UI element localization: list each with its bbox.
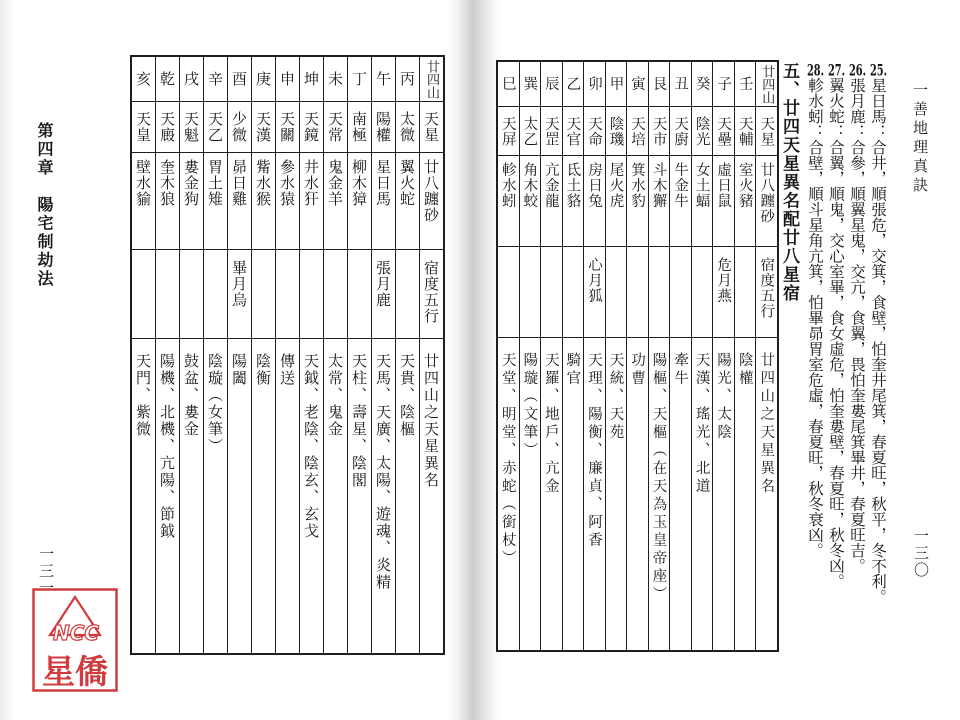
table-star-cell <box>204 102 227 152</box>
table-header-mountain <box>756 62 777 106</box>
aliases-cell-text: 陽機、北機、亢陽、節鉞 <box>158 353 176 540</box>
mansion-cell-text: 胃土雉 <box>206 159 224 207</box>
book-spine-gutter <box>446 0 500 720</box>
table-aliases-cell <box>180 339 203 653</box>
table-degree-cell <box>735 247 756 337</box>
table-mansion-cell <box>606 156 627 246</box>
table-mansion-cell <box>372 153 395 249</box>
aliases-cell-text: 陽光、太陰 <box>715 352 732 442</box>
mansion-item-27 <box>826 62 846 589</box>
table-degree-cell <box>228 250 251 338</box>
mountain-cell-text: 辰 <box>542 76 559 92</box>
table-star-cell <box>156 102 179 152</box>
stamp-graphic <box>32 588 118 692</box>
table-mountain-cell <box>324 57 347 101</box>
table-star-cell <box>180 102 203 152</box>
table-mansion-cell <box>204 153 227 249</box>
mansion-cell-text: 星日馬 <box>374 159 392 207</box>
table-aliases-cell <box>606 338 627 650</box>
aliases-cell-text: 陰權 <box>736 352 753 388</box>
mountain-cell-text: 戌 <box>182 71 200 87</box>
table-star-cell <box>670 107 691 155</box>
table-star-cell <box>228 102 251 152</box>
mountain-cell-text: 丙 <box>398 71 416 87</box>
table-header-degree <box>420 250 443 338</box>
mansion-item-26 <box>847 62 867 574</box>
aliases-cell-text: 天羅、地戶、亢金 <box>542 352 559 496</box>
table-star-cell <box>252 102 275 152</box>
header-mountain-text: 廿四山 <box>424 59 439 99</box>
star-cell-text: 陽權 <box>374 111 392 143</box>
mansion-item-28 <box>805 62 825 558</box>
table-star-cell <box>606 107 627 155</box>
table-mansion-cell <box>156 153 179 249</box>
star-cell-text: 天乙 <box>206 111 224 143</box>
table-star-cell <box>396 102 419 152</box>
table-mansion-cell <box>735 156 756 246</box>
mountain-cell-text: 寅 <box>629 76 646 92</box>
star-cell-text: 天官 <box>564 115 581 147</box>
star-cell-text: 太乙 <box>521 115 538 147</box>
table-mountain-cell <box>541 62 562 106</box>
aliases-cell-text: 天貴、陰樞 <box>398 353 416 438</box>
table-mansion-cell <box>348 153 371 249</box>
aliases-cell-text: 牽牛 <box>672 352 689 388</box>
table-degree-cell <box>372 250 395 338</box>
table-mountain-cell <box>132 57 155 101</box>
stamp-letters: NCC <box>52 621 100 645</box>
table-degree-cell <box>670 247 691 337</box>
table-degree-cell <box>498 247 519 337</box>
table-star-cell <box>649 107 670 155</box>
table-aliases-cell <box>692 338 713 650</box>
table-header-star <box>756 107 777 155</box>
table-mansion-cell <box>132 153 155 249</box>
table-aliases-cell <box>228 339 251 653</box>
table-mountain-cell <box>649 62 670 106</box>
mountain-cell-text: 未 <box>326 71 344 87</box>
table-mansion-cell <box>584 156 605 246</box>
star-cell-text: 天關 <box>278 111 296 143</box>
table-mountain-cell <box>713 62 734 106</box>
item-number: 26. <box>848 62 867 78</box>
table-mansion-cell <box>563 156 584 246</box>
item-text: 翼火蛇：合翼，順鬼，交心室畢，食女虛危，怕奎婁壁，春夏旺，秋冬凶。 <box>827 77 845 589</box>
star-cell-text: 天市 <box>650 115 667 147</box>
table-degree-cell <box>520 247 541 337</box>
table-header-aliases <box>420 339 443 653</box>
table-mansion-cell <box>649 156 670 246</box>
table-mountain-cell <box>348 57 371 101</box>
aliases-cell-text: 天柱、壽星、陰閣 <box>350 353 368 489</box>
table-aliases-cell <box>156 339 179 653</box>
star-cell-text: 少微 <box>230 111 248 143</box>
table-degree-cell <box>348 250 371 338</box>
table-mansion-cell <box>627 156 648 246</box>
header-aliases-text: 廿四山之天星異名 <box>758 352 775 496</box>
star-names-table-left <box>130 55 445 655</box>
table-mansion-cell <box>324 153 347 249</box>
mountain-cell-text: 庚 <box>254 71 272 87</box>
table-star-cell <box>713 107 734 155</box>
mansion-cell-text: 角木蛟 <box>521 162 538 209</box>
mountain-cell-text: 丑 <box>672 76 689 92</box>
table-aliases-cell <box>541 338 562 650</box>
table-header-mansion <box>756 156 777 246</box>
table-mansion-cell <box>396 153 419 249</box>
aliases-cell-text: 傳送 <box>278 353 296 387</box>
aliases-cell-text: 天鉞、老陰、陰玄、玄戈 <box>302 353 320 540</box>
table-aliases-cell <box>324 339 347 653</box>
star-cell-text: 天皇 <box>134 111 152 143</box>
mansion-cell-text: 虛日鼠 <box>715 162 732 209</box>
item-number: 28. <box>806 62 825 78</box>
mansion-cell-text: 婁金狗 <box>182 159 200 207</box>
table-mountain-cell <box>228 57 251 101</box>
table-aliases-cell <box>396 339 419 653</box>
table-header-mansion <box>420 153 443 249</box>
table-degree-cell <box>713 247 734 337</box>
mountain-cell-text: 癸 <box>693 76 710 92</box>
table-mansion-cell <box>498 156 519 246</box>
table-aliases-cell <box>563 338 584 650</box>
aliases-cell-text: 天理、陽衡、廉貞、阿香 <box>585 352 602 550</box>
mountain-cell-text: 甲 <box>607 76 624 92</box>
header-mansion-text: 廿八躔砂 <box>422 159 440 223</box>
table-star-cell <box>324 102 347 152</box>
table-star-cell <box>372 102 395 152</box>
table-mountain-cell <box>606 62 627 106</box>
table-degree-cell <box>252 250 275 338</box>
table-mansion-cell <box>520 156 541 246</box>
mansion-cell-text: 氐土貉 <box>564 162 581 209</box>
mansion-cell-text: 昴日雞 <box>230 159 248 207</box>
star-cell-text: 天命 <box>585 115 602 147</box>
table-aliases-cell <box>276 339 299 653</box>
header-aliases-text: 廿四山之天星異名 <box>422 353 440 489</box>
page-edge-shadow <box>0 0 14 720</box>
table-mountain-cell <box>584 62 605 106</box>
header-degree-text: 宿度五行 <box>422 260 440 324</box>
star-cell-text: 天魁 <box>182 111 200 143</box>
aliases-cell-text: 天門、紫微 <box>134 353 152 438</box>
table-star-cell <box>276 102 299 152</box>
star-cell-text: 天廚 <box>672 115 689 147</box>
aliases-cell-text: 天堂、明堂、赤蛇（銜杖） <box>499 352 516 568</box>
aliases-cell-text: 陰衡 <box>254 353 272 387</box>
table-degree-cell <box>276 250 299 338</box>
table-mansion-cell <box>228 153 251 249</box>
table-star-cell <box>627 107 648 155</box>
table-aliases-cell <box>520 338 541 650</box>
item-text: 軫水蚓：合壁，順斗星角亢箕，怕畢昴胃室危虛，春夏旺，秋冬衰凶。 <box>806 77 824 558</box>
mansion-cell-text: 女土蝠 <box>693 162 710 209</box>
aliases-cell-text: 天統、天苑 <box>607 352 624 442</box>
header-star-text: 天星 <box>422 111 440 143</box>
table-mountain-cell <box>300 57 323 101</box>
item-number: 27. <box>827 62 846 78</box>
mansion-cell-text: 斗木獬 <box>650 162 667 209</box>
aliases-cell-text: 陽樞、天樞（在天為玉皇帝座） <box>650 352 667 604</box>
mansion-cell-text: 尾火虎 <box>607 162 624 209</box>
degree-cell-text: 心月狐 <box>585 257 602 304</box>
table-degree-cell <box>204 250 227 338</box>
table-degree-cell <box>132 250 155 338</box>
mountain-cell-text: 壬 <box>736 76 753 92</box>
page-number-right: 一三〇 <box>912 528 930 579</box>
table-mountain-cell <box>372 57 395 101</box>
mountain-cell-text: 坤 <box>302 71 320 87</box>
mountain-cell-text: 子 <box>715 76 732 92</box>
table-mountain-cell <box>276 57 299 101</box>
table-aliases-cell <box>649 338 670 650</box>
mountain-cell-text: 巳 <box>499 76 516 92</box>
table-star-cell <box>348 102 371 152</box>
table-aliases-cell <box>670 338 691 650</box>
table-star-cell <box>132 102 155 152</box>
mansion-cell-text: 柳木獐 <box>350 159 368 207</box>
running-head: 一善地理真訣 <box>911 82 929 196</box>
table-aliases-cell <box>584 338 605 650</box>
table-aliases-cell <box>713 338 734 650</box>
table-degree-cell <box>584 247 605 337</box>
table-mountain-cell <box>735 62 756 106</box>
star-cell-text: 南極 <box>350 111 368 143</box>
table-degree-cell <box>606 247 627 337</box>
table-mountain-cell <box>563 62 584 106</box>
degree-cell-text: 畢月烏 <box>230 260 248 308</box>
table-mountain-cell <box>670 62 691 106</box>
header-mansion-text: 廿八躔砂 <box>758 162 775 224</box>
mansion-item-25 <box>868 62 888 605</box>
table-mountain-cell <box>692 62 713 106</box>
table-degree-cell <box>324 250 347 338</box>
header-degree-text: 宿度五行 <box>758 257 775 319</box>
mountain-cell-text: 巽 <box>521 76 538 92</box>
table-star-cell <box>692 107 713 155</box>
table-degree-cell <box>692 247 713 337</box>
aliases-cell-text: 鼓盆、婁金 <box>182 353 200 438</box>
table-mansion-cell <box>300 153 323 249</box>
table-header-mountain <box>420 57 443 101</box>
table-aliases-cell <box>372 339 395 653</box>
aliases-cell-text: 天馬、天廣、太陽、遊魂、炎精 <box>374 353 392 591</box>
item-number: 25. <box>869 62 888 78</box>
table-mansion-cell <box>713 156 734 246</box>
stamp-name: 星僑 <box>42 652 108 691</box>
mansion-cell-text: 箕水豹 <box>629 162 646 209</box>
table-mountain-cell <box>156 57 179 101</box>
star-cell-text: 天輔 <box>736 115 753 147</box>
table-mansion-cell <box>692 156 713 246</box>
page-number-left: 一三一 <box>37 546 55 597</box>
table-degree-cell <box>563 247 584 337</box>
star-cell-text: 天常 <box>326 111 344 143</box>
mountain-cell-text: 丁 <box>350 71 368 87</box>
table-mountain-cell <box>498 62 519 106</box>
star-cell-text: 陰璣 <box>607 115 624 147</box>
table-mansion-cell <box>180 153 203 249</box>
mansion-cell-text: 鬼金羊 <box>326 159 344 207</box>
mansion-cell-text: 觜水猴 <box>254 159 272 207</box>
table-star-cell <box>520 107 541 155</box>
aliases-cell-text: 陰璇（女筆） <box>206 353 224 455</box>
mountain-cell-text: 午 <box>374 71 392 87</box>
mountain-cell-text: 辛 <box>206 71 224 87</box>
table-mansion-cell <box>670 156 691 246</box>
table-header-degree <box>756 247 777 337</box>
mountain-cell-text: 乾 <box>158 71 176 87</box>
star-cell-text: 天屏 <box>499 115 516 147</box>
table-star-cell <box>541 107 562 155</box>
mansion-cell-text: 翼火蛇 <box>398 159 416 207</box>
table-star-cell <box>563 107 584 155</box>
table-degree-cell <box>649 247 670 337</box>
aliases-cell-text: 太常、鬼金 <box>326 353 344 438</box>
table-aliases-cell <box>348 339 371 653</box>
aliases-cell-text: 功曹 <box>629 352 646 388</box>
table-aliases-cell <box>252 339 275 653</box>
chapter-heading: 第四章 陽宅制劫法 <box>35 122 54 289</box>
table-mountain-cell <box>627 62 648 106</box>
star-cell-text: 天培 <box>629 115 646 147</box>
aliases-cell-text: 陽闔 <box>230 353 248 387</box>
table-aliases-cell <box>627 338 648 650</box>
star-cell-text: 天廄 <box>158 111 176 143</box>
ncc-stamp-logo <box>32 588 118 692</box>
star-cell-text: 天漢 <box>254 111 272 143</box>
table-degree-cell <box>156 250 179 338</box>
item-text: 張月鹿：合參，順翼星鬼，交亢，食翼，畏怕奎婁尾箕畢井，春夏旺吉。 <box>848 77 866 574</box>
table-degree-cell <box>396 250 419 338</box>
table-mountain-cell <box>180 57 203 101</box>
table-mountain-cell <box>252 57 275 101</box>
mountain-cell-text: 申 <box>278 71 296 87</box>
table-star-cell <box>498 107 519 155</box>
table-mountain-cell <box>520 62 541 106</box>
table-aliases-cell <box>735 338 756 650</box>
star-cell-text: 天鏡 <box>302 111 320 143</box>
table-mountain-cell <box>204 57 227 101</box>
mountain-cell-text: 艮 <box>650 76 667 92</box>
star-cell-text: 太微 <box>398 111 416 143</box>
table-mansion-cell <box>276 153 299 249</box>
table-star-cell <box>300 102 323 152</box>
table-mansion-cell <box>541 156 562 246</box>
table-mountain-cell <box>396 57 419 101</box>
table-degree-cell <box>180 250 203 338</box>
header-star-text: 天星 <box>758 115 775 147</box>
table-degree-cell <box>541 247 562 337</box>
mansion-cell-text: 房日兔 <box>585 162 602 209</box>
aliases-cell-text: 天漢、瑤光、北道 <box>693 352 710 496</box>
mansion-cell-text: 室火豬 <box>736 162 753 209</box>
mountain-cell-text: 乙 <box>564 76 581 92</box>
mountain-cell-text: 亥 <box>134 71 152 87</box>
table-header-aliases <box>756 338 777 650</box>
header-mountain-text: 廿四山 <box>759 64 775 104</box>
section-heading: 五、廿四天星異名配廿八星宿 <box>779 62 799 303</box>
mountain-cell-text: 酉 <box>230 71 248 87</box>
table-header-star <box>420 102 443 152</box>
mansion-cell-text: 壁水貐 <box>134 159 152 207</box>
table-degree-cell <box>300 250 323 338</box>
table-degree-cell <box>627 247 648 337</box>
table-mansion-cell <box>252 153 275 249</box>
mansion-cell-text: 參水猿 <box>278 159 296 207</box>
aliases-cell-text: 陽璇（文筆） <box>521 352 538 460</box>
star-cell-text: 天罡 <box>542 115 559 147</box>
mansion-cell-text: 井水犴 <box>302 159 320 207</box>
star-names-table-right <box>496 60 779 652</box>
mansion-cell-text: 奎木狼 <box>158 159 176 207</box>
degree-cell-text: 張月鹿 <box>374 260 392 308</box>
degree-cell-text: 危月燕 <box>715 257 732 304</box>
table-aliases-cell <box>132 339 155 653</box>
mansion-cell-text: 牛金牛 <box>672 162 689 209</box>
table-aliases-cell <box>300 339 323 653</box>
mountain-cell-text: 卯 <box>585 76 602 92</box>
star-cell-text: 陰光 <box>693 115 710 147</box>
mansion-cell-text: 亢金龍 <box>542 162 559 209</box>
table-aliases-cell <box>498 338 519 650</box>
table-star-cell <box>735 107 756 155</box>
star-cell-text: 天壘 <box>715 115 732 147</box>
mansion-cell-text: 軫水蚓 <box>499 162 516 209</box>
item-text: 星日馬：合井，順張危，交箕，食壁，怕奎井尾箕，春夏旺，秋平，冬不利。 <box>869 77 887 605</box>
table-star-cell <box>584 107 605 155</box>
table-aliases-cell <box>204 339 227 653</box>
aliases-cell-text: 騎官 <box>564 352 581 388</box>
